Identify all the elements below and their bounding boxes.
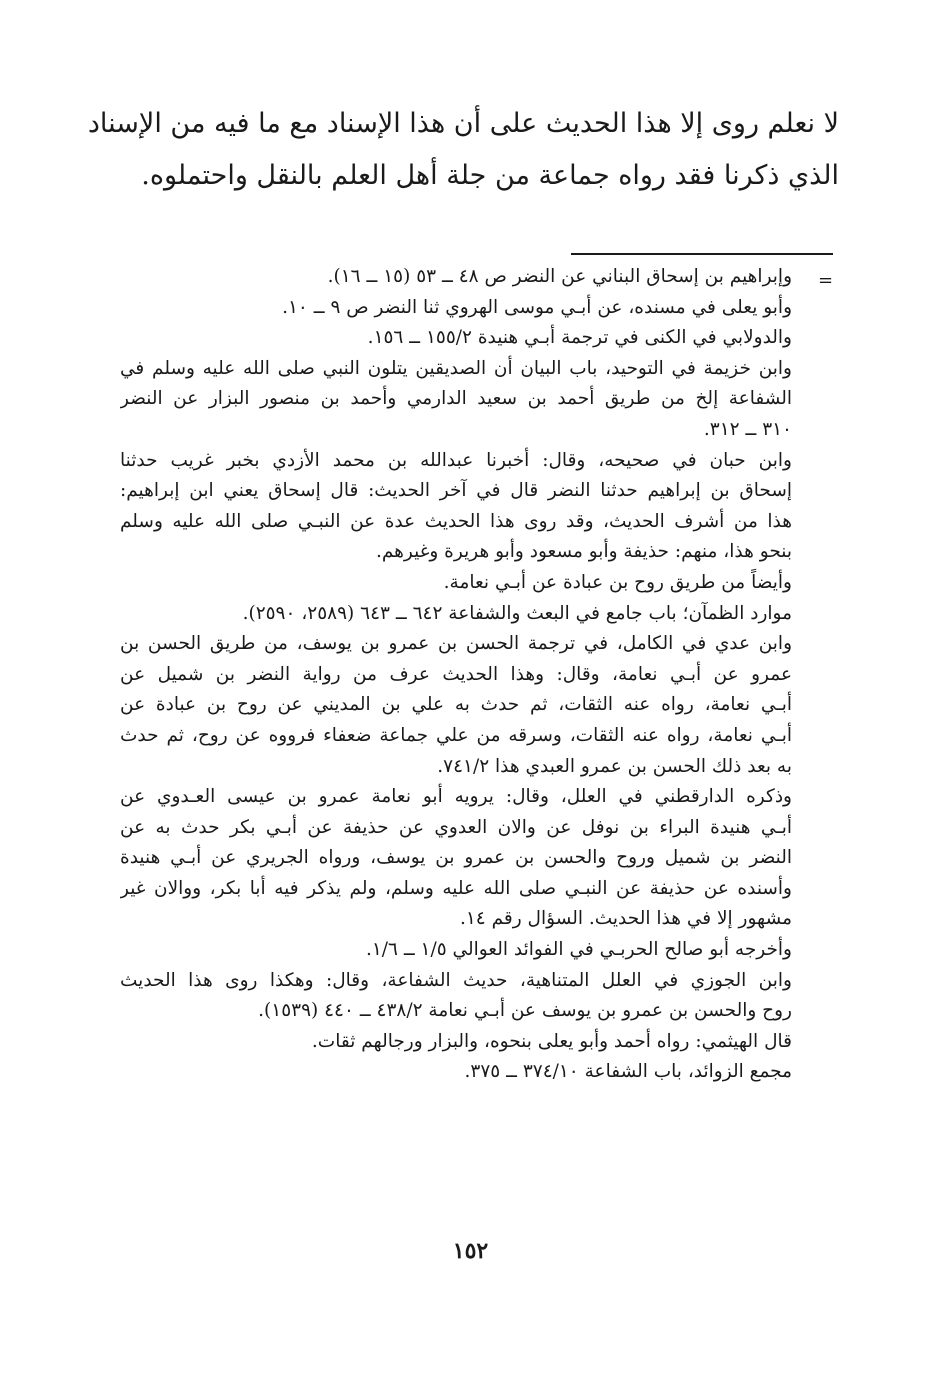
footnote-line: روح والحسن بن عمرو بن يوسف عن أبـي نعامة ٤٣٨/٢ ــ ٤٤٠ (١٥٣٩). (258, 1000, 792, 1022)
footnote-line: وإبراهيم بن إسحاق البناني عن النضر ص ٤٨ ــ ٥٣ (١٥ ــ ١٦). (327, 266, 792, 287)
footnote-line: وأيضاً من طريق روح بن عبادة عن أبـي نعامة. (443, 571, 792, 593)
footnote-line: وأسنده عن حذيفة عن النبـي صلى الله عليه وسلم، ولم يذكر فيه أبا بكر، ووالان غير (120, 877, 792, 899)
footnote-line: ٣١٠ ــ ٣١٢. (703, 418, 792, 440)
footnote-line: النضر بن شميل وروح والحسن بن عمرو بن يوسف، ورواه الجريري عن أبـي هنيدة (120, 847, 792, 869)
footnote-line: وابن خزيمة في التوحيد، باب البيان أن الصديقين يتلون النبي صلى الله عليه وسلم في (120, 357, 792, 379)
footnote-separator (571, 253, 833, 255)
main-text-line: الذي ذكرنا فقد رواه جماعة من جلة أهل العلم بالنقل واحتملوه. (141, 160, 839, 191)
footnote-line: الشفاعة إلخ من طريق أحمد بن سعيد الدارمي وأحمد بن منصور البزار عن النضر (120, 388, 792, 410)
footnote-line: قال الهيثمي: رواه أحمد وأبو يعلى بنحوه، والبزار ورجالهم ثقات. (311, 1030, 792, 1052)
footnote-line: وأخرجه أبو صالح الحربـي في الفوائد العوالي ١/٥ ــ ١/٦. (365, 939, 792, 961)
footnote-line: وذكره الدارقطني في العلل، وقال: يرويه أبو نعامة عمرو بن عيسى العـدوي عن (120, 786, 792, 808)
main-text (87, 98, 839, 202)
page-number: ١٥٢ (452, 1238, 489, 1264)
footnote-line: إسحاق بن إبراهيم حدثنا النضر قال في آخر الحديث: قال إسحاق يعني ابن إبراهيم: (120, 480, 792, 502)
footnote-line: وابن الجوزي في العلل المتناهية، حديث الشفاعة، وقال: وهكذا روى هذا الحديث (120, 969, 792, 991)
footnote-line: أبـي نعامة، رواه عنه الثقات، وسرقه من علي جماعة ضعفاء فرووه عن روح، ثم حدث (120, 724, 792, 746)
footnote-line: وابن عدي في الكامل، في ترجمة الحسن بن عمرو بن يوسف، من طريق الحسن بن (120, 633, 792, 655)
footnote-line: عمرو عن أبـي نعامة، وقال: وهذا الحديث عرف من رواية النضر بن شميل عن (120, 663, 792, 685)
footnote-line: أبـي نعامة، رواه عنه الثقات، ثم حدث به علي بن المديني عن روح بن عبادة عن (120, 694, 792, 716)
footnote-line: بنحو هذا، منهم: حذيفة وأبو مسعود وأبو هريرة وغيرهم. (375, 541, 792, 563)
footnote-line: هذا من أشرف الحديث، وقد روى هذا الحديث عدة عن النبـي صلى الله عليه وسلم (120, 510, 792, 532)
footnote-line: والدولابي في الكنى في ترجمة أبـي هنيدة ١٥٥/٢ ــ ١٥٦. (367, 327, 792, 349)
footnotes (120, 262, 792, 1088)
main-text-line: لا نعلم روى إلا هذا الحديث على أن هذا الإسناد مع ما فيه من الإسناد (87, 108, 839, 139)
footnote-line: وابن حبان في صحيحه، وقال: أخبرنا عبدالله بن محمد الأزدي بخبر غريب حدثنا (120, 449, 792, 471)
footnote-line: مجمع الزوائد، باب الشفاعة ٣٧٤/١٠ ــ ٣٧٥. (464, 1061, 792, 1083)
footnote-line: وأبو يعلى في مسنده، عن أبـي موسى الهروي ثنا النضر ص ٩ ــ ١٠. (282, 296, 792, 318)
footnote-line: مشهور إلا في هذا الحديث. السؤال رقم ١٤. (459, 908, 792, 930)
footnote-line: به بعد ذلك الحسن بن عمرو العبدي هذا ٧٤١/٢. (437, 755, 792, 777)
footnote-line: أبـي هنيدة البراء بن نوفل عن والان العدوي عن حذيفة عن أبـي بكر حدث به عن (120, 816, 792, 838)
footnote-line: موارد الظمآن؛ باب جامع في البعث والشفاعة ٦٤٢ ــ ٦٤٣ (٢٥٨٩، ٢٥٩٠). (242, 602, 792, 624)
footnote-continuation-mark: = (818, 270, 834, 291)
